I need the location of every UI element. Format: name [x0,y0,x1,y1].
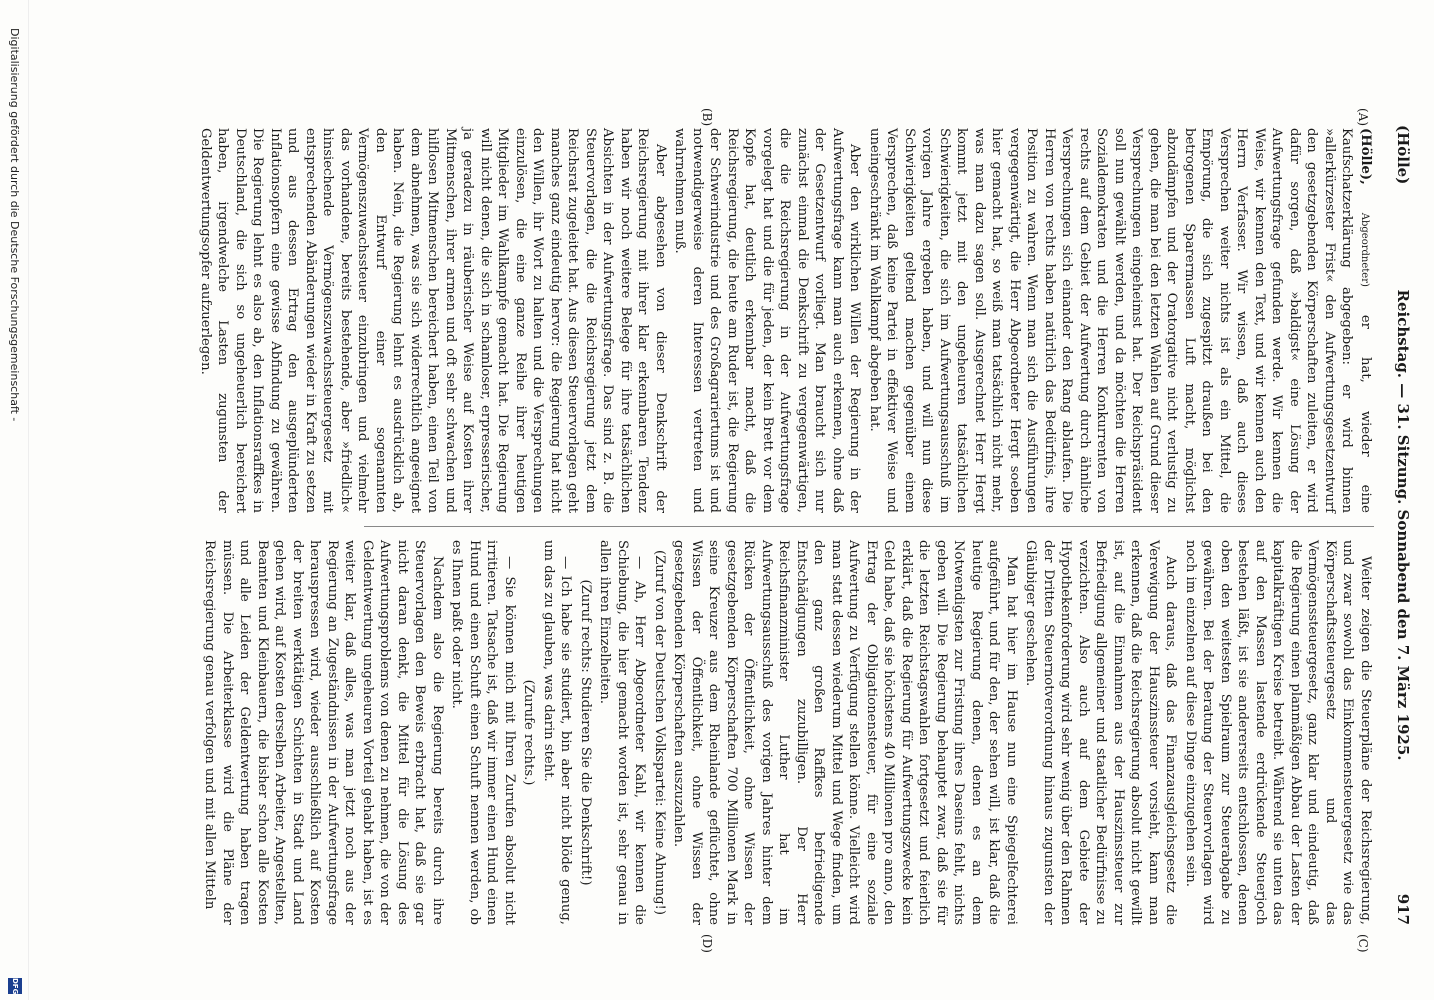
paragraph: Man hat hier im Hause nun eine Spiegelfechterei aufgeführt, und für den, der sehen will, ist klar, daß die heutige Regierung denen, denen es an dem Notwendigsten zur Fristung ihres Daseins fehlt, nichts geben will. Die Regierung behauptet zwar, daß sie für die letzten Reichstagswahlen fortgesetzt und feierlich erklärt, daß die Regierung für Aufwertungszwecke kein Geld habe, daß sie höchstens 40 Millionen pro anno, den Ertrag der Obligationensteuer, für eine soziale Aufwertung zu Verfügung stellen könne. Vielleicht wird man statt dessen wiederum Mittel und Wege finden, um den ganz großen Raffkes befriedigende Entschädigungen zuzubilligen. Der Herr Reichsfinanzminister Luther hat im Aufwertungsausschuß des vorigen Jahres hinter dem Rücken der Öffentlichkeit, ohne Wissen der gesetzgebenden Körperschaften 700 Millionen Mark in seine Kreuzer aus dem Rheinlande geflüchtet, ohne Wissen der Öffentlichkeit, ohne Wissen der gesetzgebenden Körperschaften auszuzahlen. [671,540,1019,925]
right-column [202,540,1374,925]
funding-notice: Digitalisierung gefördert durch die Deutsche Forschungsgemeinschaft - [8,28,21,422]
interjection: (Zuruf von der Deutschen Volkspartei: Keine Ahnung!) [652,550,667,915]
paragraph: — Ich habe sie studiert, bin aber nicht blöde genug, um das zu glauben, was darin steht. [541,540,574,925]
paragraph: Aber abgesehen von dieser Denkschrift der Reichsregierung mit ihrer klar erkennbaren Tendenz haben wir noch weitere Belege für ihre tatsächlichen Absichten in der Aufwertungsfrage. Das sind z. B. die Steuervorlagen, die die Reichsregierung jetzt dem Reichsrat zugeleitet hat. Aus diesen Steuervorlagen geht manches ganz eindeutig hervor: die Regierung hat nicht den Willen, ihr Wort zu halten und die Versprechungen einzulösen, die eine ganze Reihe ihrer heutigen Mitglieder im Wahlkampfe gemacht hat. Die Regierung will nicht denen, die sich in schamloser, erpresserischer, ja geradezu in räuberischer Weise auf Kosten ihrer Mitmenschen, ihrer armen und oft sehr schwachen und hilflosen Mitmenschen bereichert haben, einen Teil von dem abnehmen, was sie sich widerrechtlich angeeignet haben. Nein, die Regierung lehnt es ausdrücklich ab, den Entwurf einer sogenannten Vermögenszuwachssteuer einzubringen und vielmehr das vorhandene, bereits bestehende, aber »friedlich« hinsiechende Vermögenszuwachssteuergesetz mit entsprechenden Abänderungen wieder in Kraft zu setzen und aus dessen Ertrag den ausgeplünderten Inflationsopfern eine gewisse Abfindung zu gewähren. Die Regierung lehnt es also ab, den Inflationsraffkes in Deutschland, die sich so ungeheuerlich bereichert haben, irgendwelche Lasten zugunsten der Geldentwertungsopfer aufzuerlegen. [198,128,668,513]
column-divider [364,526,1374,527]
interjection: (Zuruf rechts: Studieren Sie die Denkschrift!) [578,579,593,886]
speaker-note: Abgeordneter) [1359,212,1370,287]
paragraph: Aber den wirklichen Willen der Regierung in der Aufwertungsfrage kann man auch erkennen, ohne daß der Gesetzentwurf vorliegt. Man braucht sich nur zunächst einmal die Denkschrift zu vergegenwärtigen, die die Reichsregierung in der Aufwertungsfrage vorgelegt hat und die für jeden, der kein Brett vor dem Kopfe hat, deutlich erkennbar macht, daß die Reichsregierung, die heute am Ruder ist, die Regierung der Schwerindustrie und des Großagrariertums ist und notwendigerweise deren Interessen vertreten und wahrnehmen muß. [672,128,863,513]
digitization-footer [2,0,29,1000]
margin-marker-d: (D) [700,934,714,953]
paragraph: Nachdem also die Regierung bereits durch ihre Steuervorlagen den Beweis erbracht hat, daß sie gar nicht daran denkt, die Mittel für die Lösung des Aufwertungsproblems von denen zu nehmen, die von der Geldentwertung ungeheuren Vorteil gehabt haben, ist es weiter klar, daß alles, was man jetzt noch aus der Regierung an Zugeständnissen in der Aufwertungsfrage herauspressen wird, wieder ausschließlich auf Kosten der breiten werktätigen Schichten in Stadt und Land gehen wird, auf Kosten derselben Arbeiter, Angestellten, Beamten und Kleinbauern, die bisher schon alle Kosten und alle Leiden der Geldentwertung haben tragen müssen. Die Arbeiterklasse wird die Pläne der Reichsregierung genau verfolgen und mit allen Mitteln [202,540,445,925]
page-number: 917 [1394,893,1412,925]
speaker-line [866,128,1375,513]
header-title: Reichstag. — 31. Sitzung. Sonnabend den 7. März 1925. [1394,289,1412,761]
paragraph: er hat, wieder eine Kaufschatzerklärung abgegeben: er wird binnen »allerkürzester Frist« den Aufwertungsgesetzentwurf den gesetzgebenden Körperschaften zuleiten, er wird dafür sorgen, daß »baldigst« eine Lösung der Aufwertungsfrage gefunden werde. Wir kennen die Weise, wir kennen den Text, und wir kennen auch den Herrn Verfasser. Wir wissen, daß auch dieses Versprechen weiter nichts ist als ein Mittel, die Empörung, die sich zugespitzt draußen bei den betrogenen Sparermassen Luft macht, möglichst abzudämpfen und der Oratorgative nicht verlustig zu gehen, die man bei den letzten Wahlen auf Grund dieser Versprechungen eingeheimst hat. Der Reichspräsident soll nun gewählt werden, und da möchten die Herren Sozialdemokraten und die Herren Konkurrenten von rechts auf dem Gebiet der Aufwertung durch ähnliche Versprechungen sich einander den Rang ablaufen. Die Herren von rechts haben natürlich das Bedürfnis, ihre Position zu wahren. Wenn man sich die Ausführungen vergegenwärtigt, die Herr Abgeordneter Hergt soeben hier gemacht hat, so weiß man tatsächlich nicht mehr, was man dazu sagen soll. Ausgerechnet Herr Hergt kommt jetzt mit den ungeheuren tatsächlichen Schwierigkeiten, die sich im Aufwertungsausschuß im vorigen Jahre ergeben haben, und will nun diese Schwierigkeiten geltend machen gegenüber einem Versprechen, daß keine Partei in effektiver Weise und uneingeschränkt im Wahlkampf abgeben hat. [867,128,1373,513]
paragraph: — Ah, Herr Abgeordneter Kahl, wir kennen die Schiebung, die hier gemacht worden ist, sehr genau in allen ihren Einzelheiten. [597,540,648,925]
paragraph: — Sie können mich mit Ihren Zurufen absolut nicht irritieren. Tatsache ist, daß wir immer einen Hund einen Hund und einen Schuft einen Schuft nennen werden, ob es Ihnen paßt oder nicht. [449,540,517,925]
paragraph: Weiter zeigen die Steuerpläne der Reichsregierung, und zwar sowohl das Einkommensteuergesetz wie das Körperschaftssteuergesetz und das Vermögenssteuergesetz, ganz klar und eindeutig, daß die Regierung einen planmäßigen Abbau der Lasten der kapitalkräftigen Kreise betreibt. Während sie unten das auf den Massen lastende erdrückende Steuerjoch bestehen läßt, ist sie andererseits entschlossen, denen oben den weitesten Spielraum zur Steuerabgabe zu gewähren. Bei der Beratung der Steuervorlagen wird noch im einzelnen auf diese Dinge einzugehen sein. [1183,540,1373,925]
interjection: (Zurufe rechts.) [521,679,537,786]
margin-marker-c: (C) [1356,934,1370,953]
speaker-name: (Hölle), [1358,128,1373,185]
left-column [198,128,1374,513]
margin-marker-b: (B) [700,108,714,127]
page-header [1384,125,1412,925]
margin-marker-a: (A) [1356,108,1370,127]
dfg-logo: DFG [8,978,22,994]
paragraph: Auch daraus, daß das Finanzausgleichsgesetz die Verewigung der Hauszinssteuer vorsieht, kann man erkennen, daß die Reichsregierung absolut nicht gewillt ist, auf die Einnahmen aus der Hauszinssteuer zur Befriedigung allgemeiner und staatlicher Bedürfnisse zu verzichten. Also auch auf dem Gebiete der Hypothekenforderung wird sehr wenig über den Rahmen der Dritten Steuernotverordnung hinaus zugunsten der Gläubiger geschehen. [1023,540,1179,925]
header-left: (Hölle) [1394,125,1412,185]
